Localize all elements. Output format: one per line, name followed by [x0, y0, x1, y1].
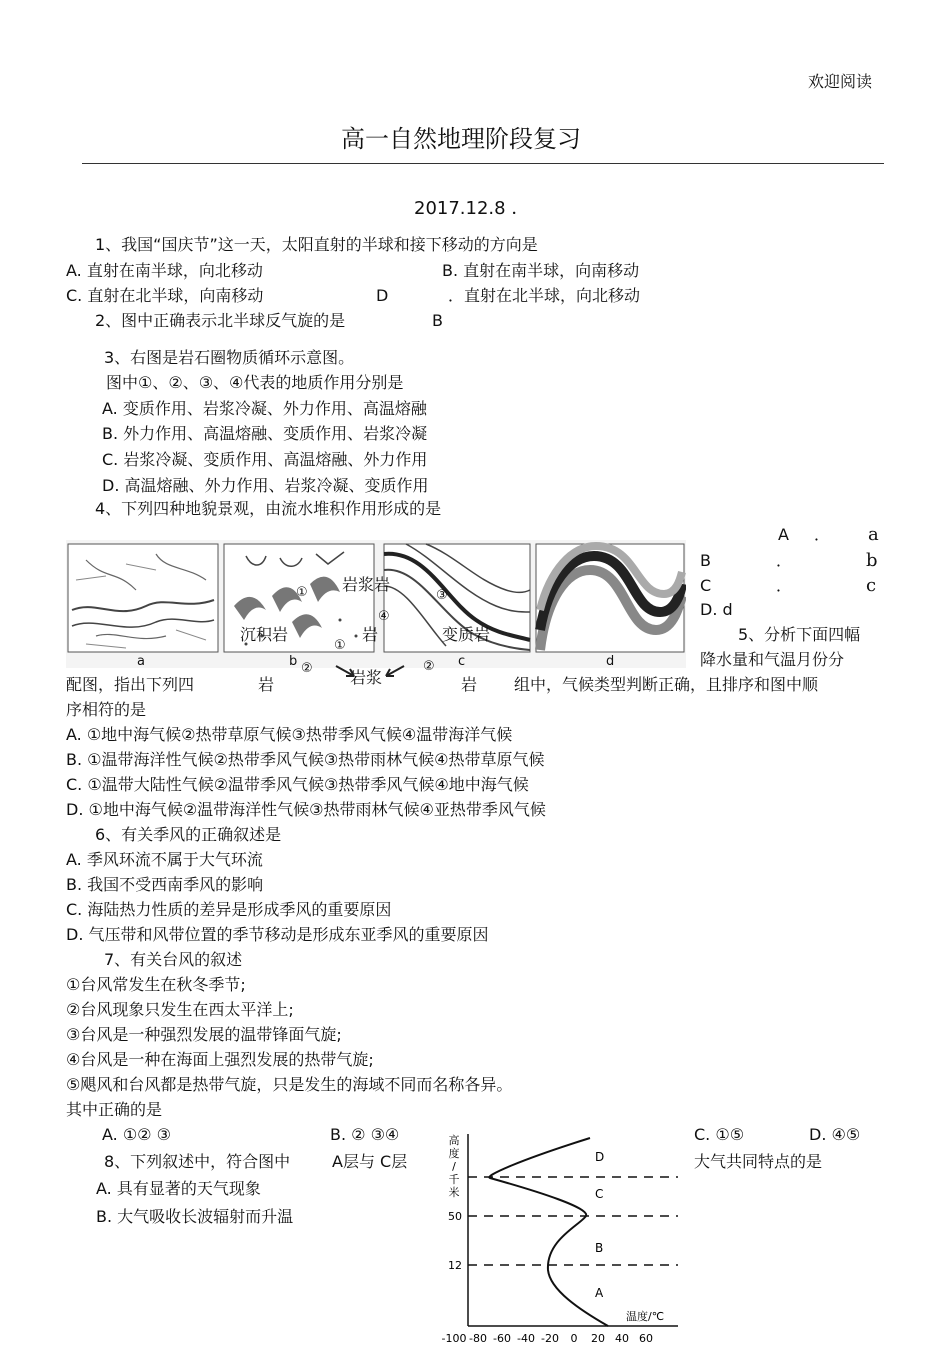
q4-option-a-dot: ． — [814, 525, 831, 544]
q5-stem-d: 序相符的是 — [66, 700, 147, 719]
x-tick-label: 20 — [591, 1332, 605, 1345]
layer-a-label: A — [595, 1286, 604, 1300]
q7-statement-5: ⑤飓风和台风都是热带气旋，只是发生的海域不同而名称各异。 — [66, 1075, 513, 1094]
rock-cycle-sedimentary-label: 沉积岩 — [240, 625, 289, 644]
q6-option-a: A. 季风环流不属于大气环流 — [66, 850, 263, 869]
rock-cycle-metamorphic-label: 变质岩 — [442, 625, 491, 644]
q4-option-c-letter: C — [700, 576, 712, 595]
q1-stem: 1、我国“国庆节”这一天，太阳直射的半球和接下移动的方向是 — [95, 235, 538, 254]
q6-option-b: B. 我国不受西南季风的影响 — [66, 875, 264, 894]
q8-option-a: A. 具有显著的天气现象 — [96, 1179, 261, 1198]
y-axis-label-char-2: 度 — [448, 1147, 460, 1160]
x-axis-ticks — [442, 1332, 653, 1345]
q7-statement-4: ④台风是一种在海面上强烈发展的热带气旋; — [66, 1050, 374, 1069]
rock-cycle-n2-left: ② — [301, 661, 313, 676]
q4-option-b-letter: B — [700, 551, 711, 570]
x-tick-label: -40 — [517, 1332, 535, 1345]
q5-stem-c2: 岩 — [258, 675, 275, 694]
q4-stem: 4、下列四种地貌景观，由流水堆积作用形成的是 — [95, 499, 442, 518]
x-tick-label: 0 — [570, 1332, 578, 1345]
y-axis-label-char-5: 米 — [448, 1186, 460, 1199]
q4-option-c-dot: ． — [776, 576, 793, 595]
q7-option-a: A. ①② ③ — [102, 1125, 171, 1144]
landform-panel-a — [68, 544, 218, 652]
q7-statement-3: ③台风是一种强烈发展的温带锋面气旋; — [66, 1025, 342, 1044]
q4-option-b-dot: ． — [776, 551, 793, 570]
q6-option-c: C. 海陆热力性质的差异是形成季风的重要原因 — [66, 900, 392, 919]
x-axis-label: 温度/℃ — [626, 1310, 665, 1323]
rock-cycle-n4: ④ — [378, 609, 390, 624]
q7-option-c: C. ①⑤ — [694, 1125, 745, 1144]
layer-d-label: D — [595, 1150, 605, 1164]
q1-option-a: A. 直射在南半球，向北移动 — [66, 261, 263, 280]
q6-stem: 6、有关季风的正确叙述是 — [95, 825, 282, 844]
q7-option-d: D. ④⑤ — [809, 1125, 861, 1144]
q7-tail: 其中正确的是 — [66, 1100, 163, 1119]
landform-caption-a: a — [137, 654, 145, 669]
x-tick-label: -100 — [441, 1332, 467, 1345]
x-tick-label: 60 — [639, 1332, 653, 1345]
q4-option-c-value: c — [866, 575, 877, 596]
q5-option-b: B. ①温带海洋性气候②热带季风气候③热带雨林气候④热带草原气候 — [66, 750, 545, 769]
rock-cycle-n2-right: ② — [423, 659, 435, 674]
page-title: 高一自然地理阶段复习 — [341, 125, 581, 153]
x-tick-label: -80 — [469, 1332, 487, 1345]
q4-option-b-value: b — [866, 550, 878, 571]
q3-stem: 3、右图是岩石圈物质循环示意图。 — [104, 348, 355, 367]
y-tick-50: 50 — [448, 1210, 462, 1223]
q5-stem-c1: 配图，指出下列四 — [66, 675, 195, 694]
q3-option-c: C. 岩浆冷凝、变质作用、高温熔融、外力作用 — [102, 450, 428, 469]
q4-option-a-letter: A — [778, 525, 789, 544]
q1-option-c: C. 直射在北半球，向南移动 — [66, 286, 264, 305]
x-tick-label: -60 — [493, 1332, 511, 1345]
landform-caption-d: d — [606, 654, 615, 669]
y-tick-12: 12 — [448, 1259, 462, 1272]
title-rule — [82, 163, 884, 164]
q5-option-d: D. ①地中海气候②温带海洋性气候③热带雨林气候④亚热带季风气候 — [66, 800, 546, 819]
q5-stem-a: 5、分析下面四幅 — [738, 625, 861, 644]
page-date: 2017.12.8 ． — [414, 198, 530, 219]
q2-answer: B — [432, 311, 443, 330]
landform-caption-b: b — [289, 654, 298, 669]
rock-cycle-n1-bottom: ① — [334, 638, 346, 653]
landform-figures — [66, 540, 686, 670]
temperature-curve — [489, 1138, 608, 1326]
q7-statement-1: ①台风常发生在秋冬季节; — [66, 975, 246, 994]
q8-stem-b: A层与 C层 — [332, 1152, 408, 1171]
rock-cycle-rock-label: 岩 — [362, 625, 379, 644]
y-axis-label-char-3: / — [452, 1160, 456, 1173]
q4-option-a-value: a — [868, 524, 879, 545]
q5-option-c: C. ①温带大陆性气候②温带季风气候③热带季风气候④地中海气候 — [66, 775, 529, 794]
q1-option-b: B. 直射在南半球，向南移动 — [442, 261, 640, 280]
rock-cycle-arrows — [330, 660, 410, 690]
x-tick-label: 40 — [615, 1332, 629, 1345]
q7-option-b: B. ② ③④ — [330, 1125, 400, 1144]
q8-option-b: B. 大气吸收长波辐射而升温 — [96, 1207, 294, 1226]
atmosphere-diagram — [440, 1130, 690, 1345]
q3-option-a: A. 变质作用、岩浆冷凝、外力作用、高温熔融 — [102, 399, 427, 418]
header-corner-text: 欢迎阅读 — [808, 72, 873, 91]
y-axis-label-char-4: 千 — [448, 1173, 460, 1186]
q1-option-d-letter: D — [376, 286, 389, 305]
layer-b-label: B — [595, 1241, 604, 1255]
x-tick-label: -20 — [541, 1332, 559, 1345]
y-axis-label-char-1: 高 — [448, 1134, 460, 1147]
q8-stem-a: 8、下列叙述中，符合图中 — [104, 1152, 291, 1171]
rock-cycle-magmatic-label: 岩浆岩 — [342, 575, 391, 594]
rock-cycle-magma-label: 岩浆 — [350, 668, 383, 687]
q5-stem-c4: 组中，气候类型判断正确，且排序和图中顺 — [514, 675, 819, 694]
q7-stem: 7、有关台风的叙述 — [104, 950, 243, 969]
q3-option-d: D. 高温熔融、外力作用、岩浆冷凝、变质作用 — [102, 476, 429, 495]
rock-cycle-n3: ③ — [436, 588, 448, 603]
q4-option-d: D. d — [700, 600, 733, 619]
q8-stem-c: 大气共同特点的是 — [694, 1152, 823, 1171]
rock-cycle-n1-top: ① — [296, 585, 308, 600]
layer-c-label: C — [595, 1187, 604, 1201]
q5-stem-b: 降水量和气温月份分 — [700, 650, 845, 669]
q6-option-d: D. 气压带和风带位置的季节移动是形成东亚季风的重要原因 — [66, 925, 489, 944]
landform-panel-d — [536, 544, 684, 652]
q2-stem: 2、图中正确表示北半球反气旋的是 — [95, 311, 346, 330]
q5-stem-c3: 岩 — [461, 675, 478, 694]
q3-sub: 图中①、②、③、④代表的地质作用分别是 — [106, 373, 404, 392]
landform-caption-c: c — [458, 654, 466, 669]
q7-statement-2: ②台风现象只发生在西太平洋上; — [66, 1000, 294, 1019]
q3-option-b: B. 外力作用、高温熔融、变质作用、岩浆冷凝 — [102, 424, 428, 443]
q1-option-d: ．直射在北半球，向北移动 — [448, 286, 641, 305]
q5-option-a: A. ①地中海气候②热带草原气候③热带季风气候④温带海洋气候 — [66, 725, 513, 744]
